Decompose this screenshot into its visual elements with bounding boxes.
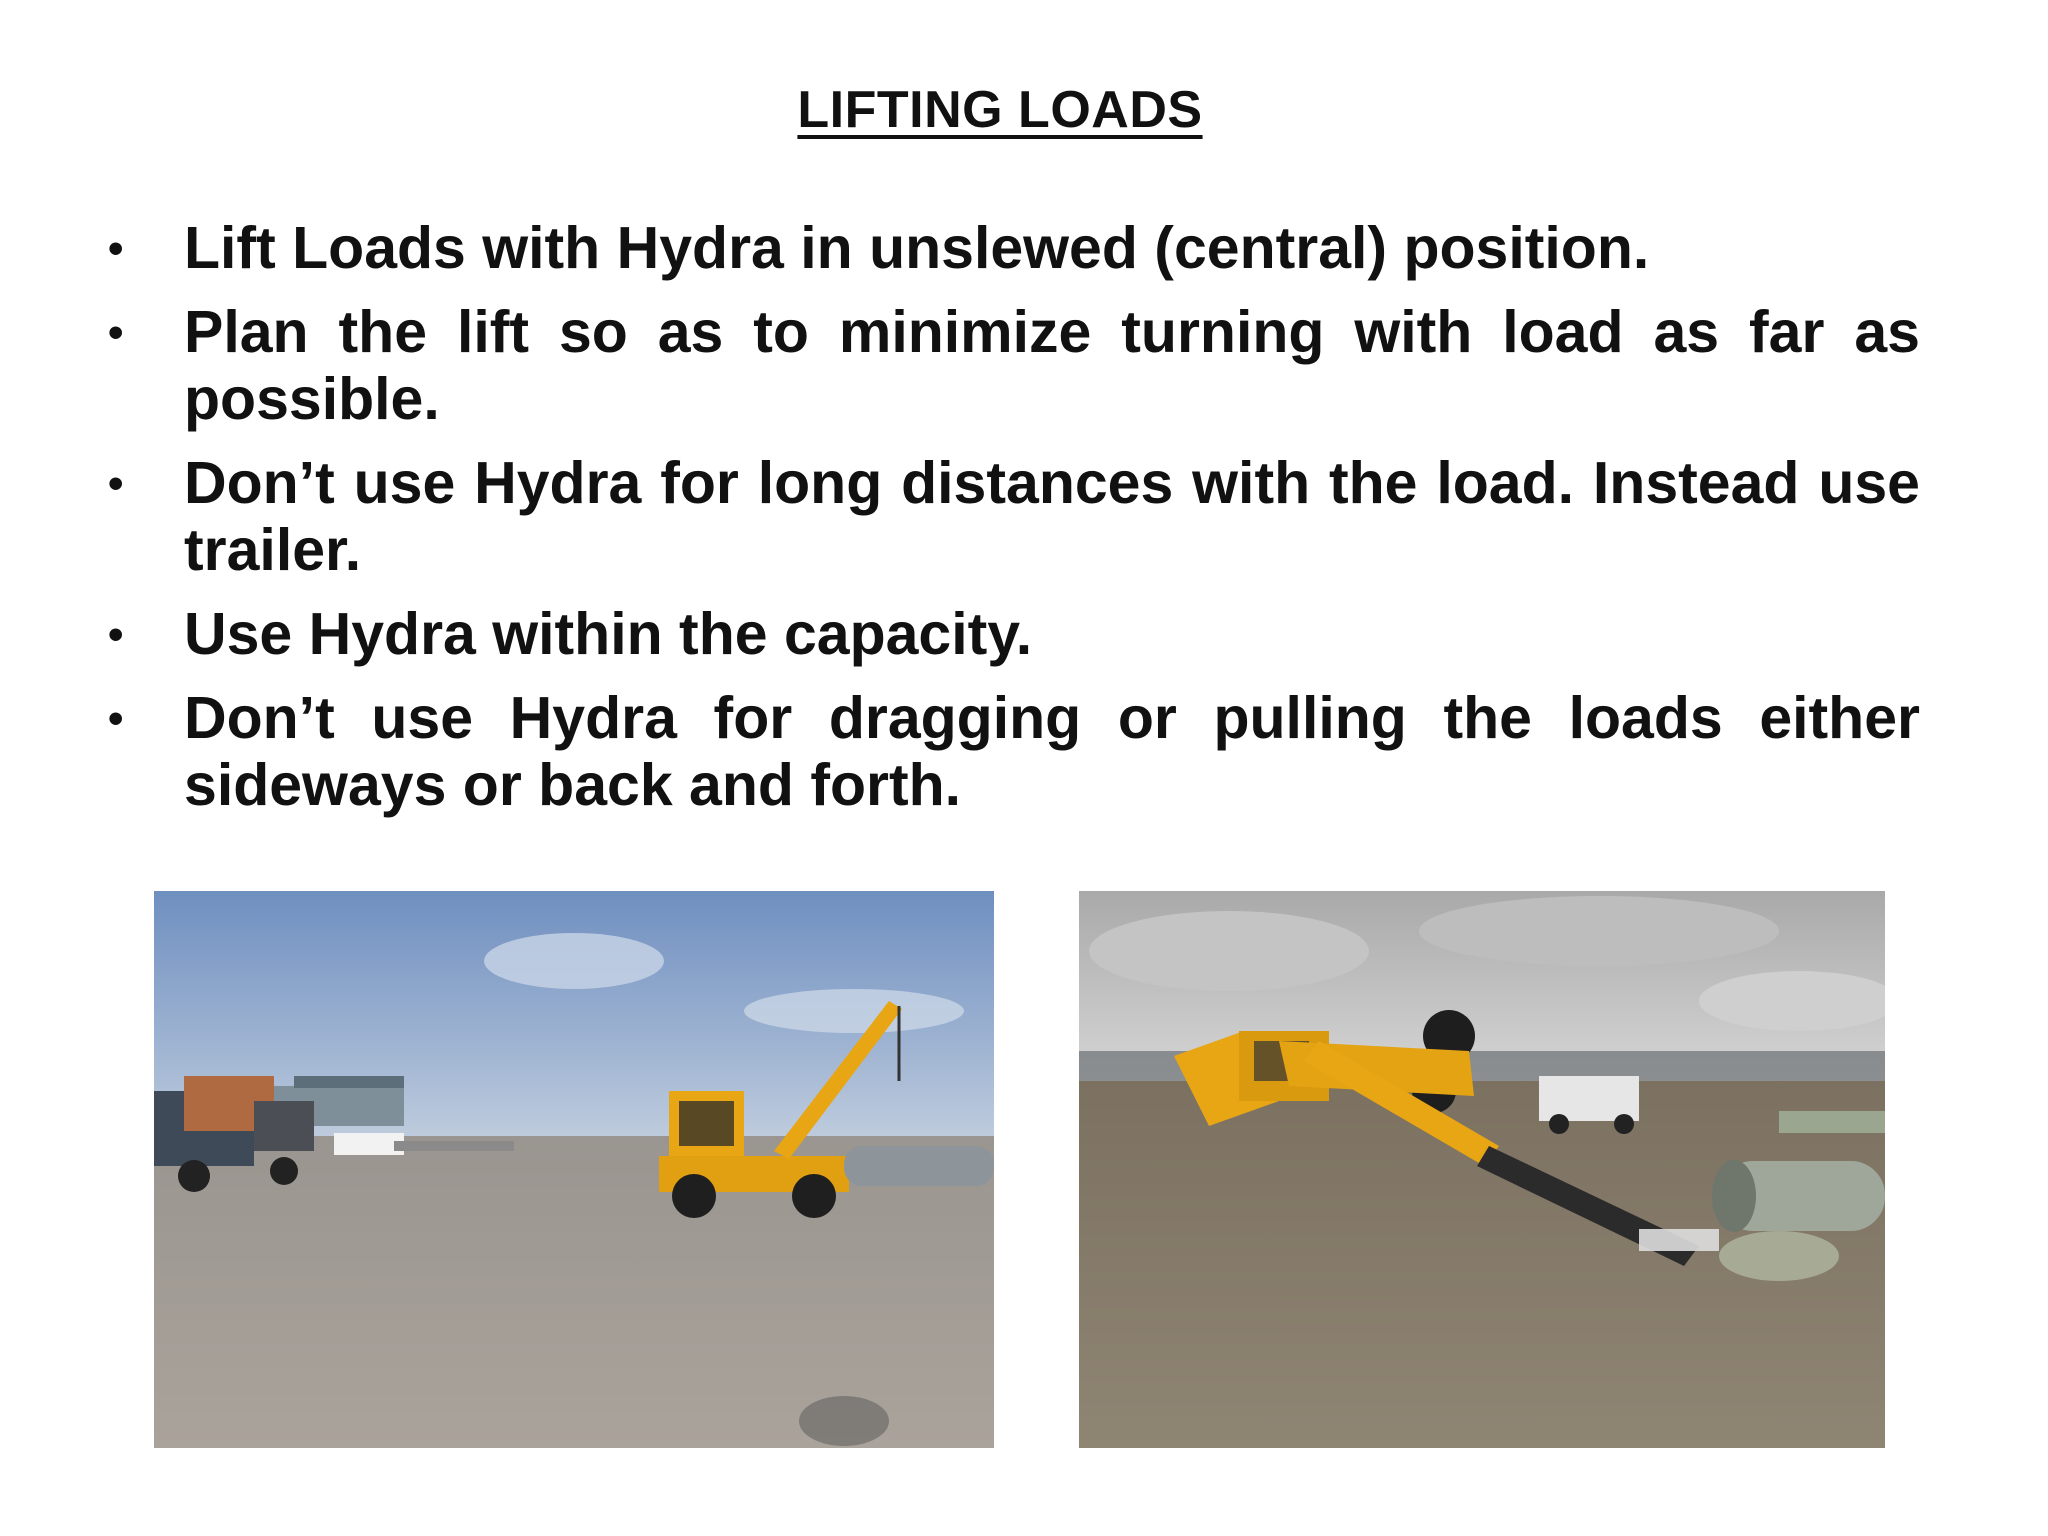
bullet-item: [100, 215, 1920, 282]
photo-hydra-lifting-load: [154, 891, 994, 1448]
bullet-text: Lift Loads with Hydra in unslewed (central) position.: [184, 215, 1650, 281]
bullet-dot: •: [108, 459, 124, 508]
bullet-item: [100, 685, 1920, 819]
bullet-item: [100, 450, 1920, 584]
bullet-text: Don’t use Hydra for long distances with the load. Instead use trailer.: [184, 450, 1920, 583]
bullet-dot: •: [108, 224, 124, 273]
bullet-text: Use Hydra within the capacity.: [184, 601, 1033, 667]
bullet-item: [100, 601, 1920, 668]
bullet-dot: •: [108, 308, 124, 357]
bullet-text: Plan the lift so as to minimize turning with load as far as possible.: [184, 299, 1920, 432]
bullet-list: [100, 215, 1920, 836]
bullet-text: Don’t use Hydra for dragging or pulling the loads either sideways or back and forth.: [184, 685, 1920, 818]
bullet-item: [100, 299, 1920, 433]
slide-title: LIFTING LOADS: [797, 81, 1203, 139]
photo-overturned-hydra-scene: [1079, 891, 1885, 1448]
bullet-dot: •: [108, 610, 124, 659]
photo-overturned-hydra: [1079, 891, 1885, 1448]
photo-hydra-lifting-scene: [154, 891, 994, 1448]
bullet-dot: •: [108, 694, 124, 743]
